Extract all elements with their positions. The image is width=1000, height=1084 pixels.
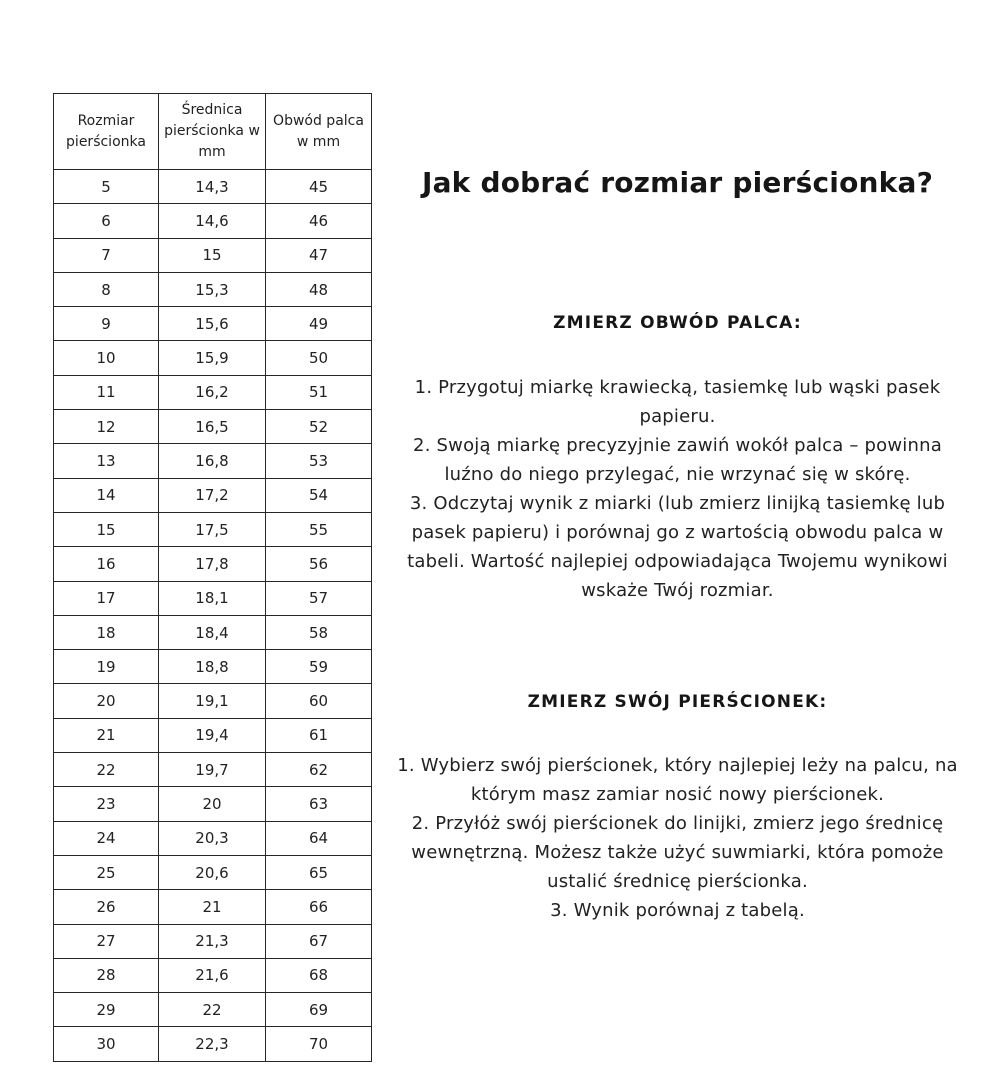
table-cell: 48 [266,272,372,306]
table-row [54,444,372,478]
table-header-row [54,94,372,170]
table-cell: 46 [266,204,372,238]
table-row [54,855,372,889]
table-cell: 50 [266,341,372,375]
table-cell: 15,6 [159,307,266,341]
table-cell: 65 [266,855,372,889]
table-cell: 19,7 [159,753,266,787]
table-cell: 51 [266,375,372,409]
table-row [54,787,372,821]
table-row [54,615,372,649]
table-cell: 26 [54,890,159,924]
table-cell: 67 [266,924,372,958]
table-cell: 30 [54,1027,159,1061]
table-cell: 62 [266,753,372,787]
table-cell: 56 [266,547,372,581]
ring-size-table [53,93,372,1062]
table-cell: 55 [266,512,372,546]
table-cell: 10 [54,341,159,375]
table-row [54,238,372,272]
table-cell: 20 [159,787,266,821]
table-cell: 63 [266,787,372,821]
table-row [54,341,372,375]
table-cell: 21 [54,718,159,752]
table-cell: 17,2 [159,478,266,512]
table-cell: 27 [54,924,159,958]
table-cell: 14 [54,478,159,512]
table-cell: 20,3 [159,821,266,855]
table-row [54,821,372,855]
table-cell: 7 [54,238,159,272]
table-cell: 16,8 [159,444,266,478]
table-cell: 5 [54,170,159,204]
table-row [54,272,372,306]
table-cell: 16 [54,547,159,581]
table-row [54,375,372,409]
column-header-ring-size: Rozmiar pierścionka [54,94,159,170]
instruction-list-finger [395,373,960,605]
table-cell: 22,3 [159,1027,266,1061]
table-row [54,547,372,581]
table-cell: 8 [54,272,159,306]
table-cell: 23 [54,787,159,821]
table-cell: 45 [266,170,372,204]
table-cell: 17,8 [159,547,266,581]
table-cell: 21 [159,890,266,924]
table-cell: 21,6 [159,958,266,992]
table-cell: 29 [54,993,159,1027]
table-row [54,993,372,1027]
table-row [54,512,372,546]
instruction-item: 1. Przygotuj miarkę krawiecką, tasiemkę lub wąski pasek papieru. [414,377,941,427]
table-cell: 15 [54,512,159,546]
table-cell: 64 [266,821,372,855]
table-cell: 68 [266,958,372,992]
table-cell: 60 [266,684,372,718]
table-cell: 14,3 [159,170,266,204]
instruction-item: 2. Przyłóż swój pierścionek do linijki, zmierz jego średnicę wewnętrzną. Możesz także użyć suwmiarki, która pomoże ustalić średnicę pierścionka. [411,813,944,892]
table-cell: 9 [54,307,159,341]
size-table-body [54,170,372,1062]
table-row [54,753,372,787]
table-cell: 11 [54,375,159,409]
table-cell: 22 [54,753,159,787]
table-cell: 19,4 [159,718,266,752]
instruction-item: 2. Swoją miarkę precyzyjnie zawiń wokół palca – powinna luźno do niego przylegać, nie wrzynać się w skórę. [413,435,942,485]
table-cell: 70 [266,1027,372,1061]
table-row [54,958,372,992]
table-cell: 22 [159,993,266,1027]
table-cell: 19,1 [159,684,266,718]
table-cell: 24 [54,821,159,855]
column-header-finger-circumference: Obwód palca w mm [266,94,372,170]
table-cell: 25 [54,855,159,889]
table-cell: 16,5 [159,410,266,444]
table-cell: 18,4 [159,615,266,649]
table-cell: 17 [54,581,159,615]
table-cell: 15,9 [159,341,266,375]
table-cell: 13 [54,444,159,478]
instruction-list-ring [395,751,960,925]
table-row [54,307,372,341]
table-cell: 17,5 [159,512,266,546]
page-title: Jak dobrać rozmiar pierścionka? [421,166,934,199]
table-row [54,924,372,958]
table-row [54,478,372,512]
table-cell: 57 [266,581,372,615]
table-row [54,170,372,204]
table-row [54,581,372,615]
section-heading-measure-finger: ZMIERZ OBWÓD PALCA: [553,313,802,333]
table-cell: 69 [266,993,372,1027]
table-cell: 15,3 [159,272,266,306]
table-cell: 52 [266,410,372,444]
table-cell: 21,3 [159,924,266,958]
table-cell: 61 [266,718,372,752]
table-cell: 6 [54,204,159,238]
table-row [54,204,372,238]
table-cell: 20 [54,684,159,718]
table-cell: 18 [54,615,159,649]
instruction-item: 3. Odczytaj wynik z miarki (lub zmierz linijką tasiemkę lub pasek papieru) i porównaj go z wartością obwodu palca w tabeli. Wartość najlepiej odpowiadająca Twojemu wynikowi wskaże Twój rozmiar. [407,493,948,601]
table-cell: 28 [54,958,159,992]
table-row [54,1027,372,1061]
table-cell: 54 [266,478,372,512]
instructions-panel [395,0,960,925]
table-cell: 58 [266,615,372,649]
column-header-ring-diameter: Średnica pierścionka w mm [159,94,266,170]
table-row [54,410,372,444]
table-row [54,718,372,752]
table-cell: 49 [266,307,372,341]
table-cell: 15 [159,238,266,272]
table-cell: 66 [266,890,372,924]
table-cell: 53 [266,444,372,478]
table-cell: 12 [54,410,159,444]
table-cell: 14,6 [159,204,266,238]
table-cell: 20,6 [159,855,266,889]
table-row [54,890,372,924]
table-row [54,684,372,718]
table-cell: 47 [266,238,372,272]
table-cell: 16,2 [159,375,266,409]
table-row [54,650,372,684]
table-cell: 18,1 [159,581,266,615]
instruction-item: 3. Wynik porównaj z tabelą. [550,900,805,921]
table-cell: 18,8 [159,650,266,684]
section-heading-measure-ring: ZMIERZ SWÓJ PIERŚCIONEK: [527,692,828,712]
instruction-item: 1. Wybierz swój pierścionek, który najlepiej leży na palcu, na którym masz zamiar nosić nowy pierścionek. [397,755,958,805]
table-cell: 59 [266,650,372,684]
table-cell: 19 [54,650,159,684]
